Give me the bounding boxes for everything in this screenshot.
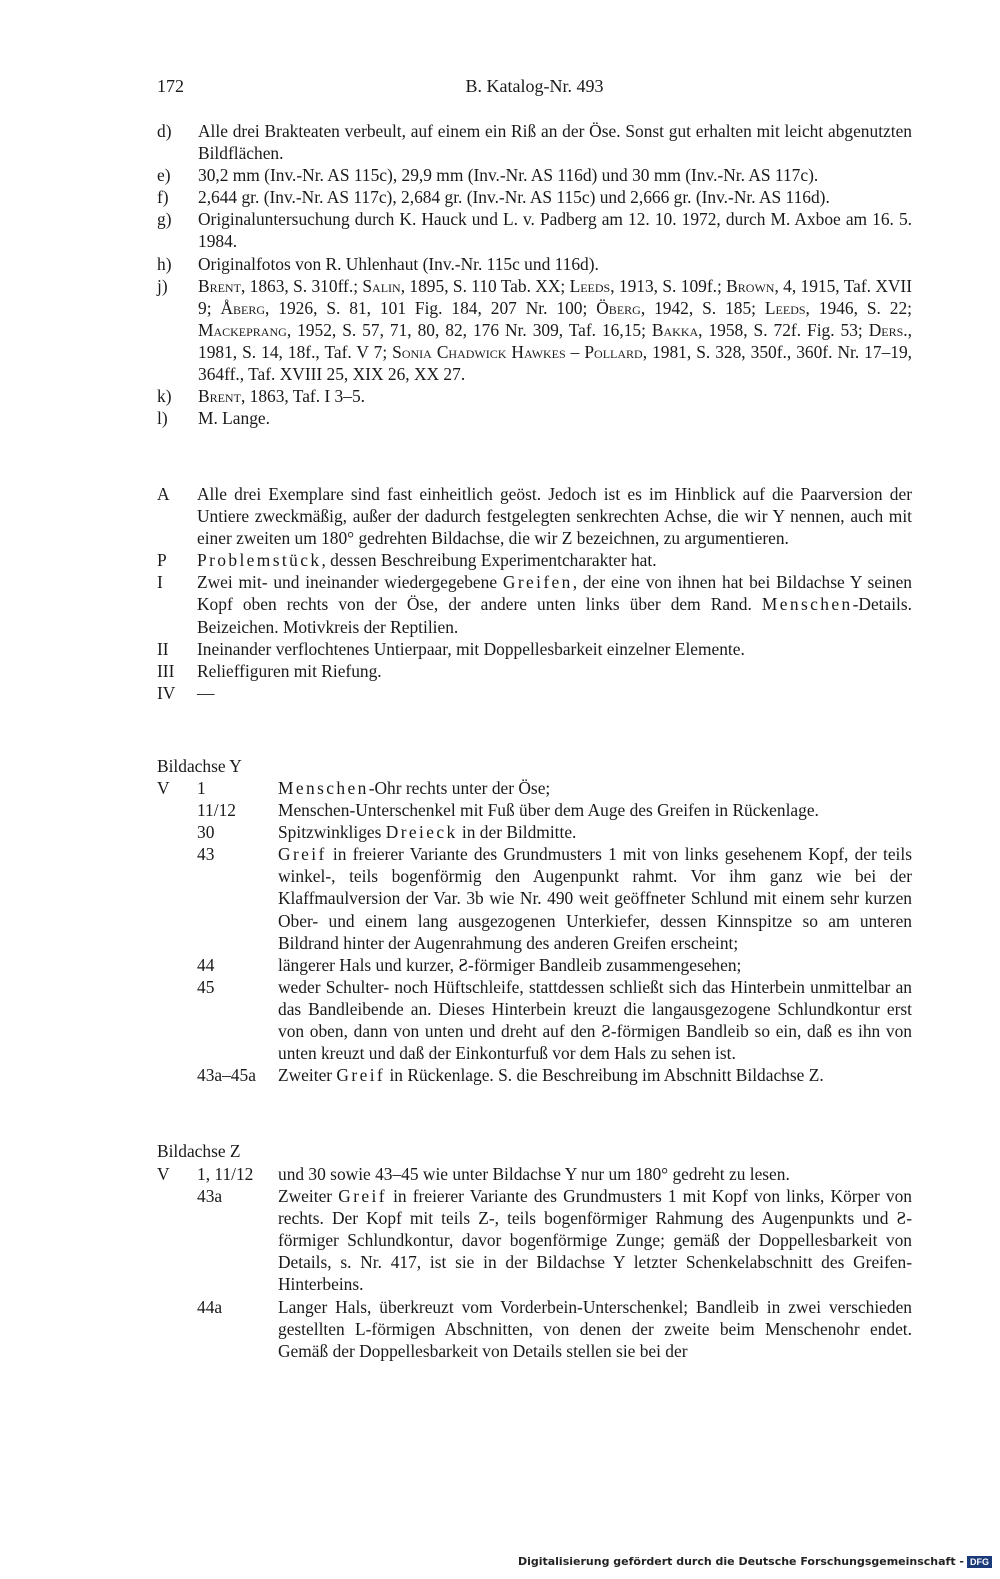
author: Brent [198,275,241,296]
motif-number: 1, 11/12 [197,1164,254,1184]
citation: , 1863, Taf. I 3–5. [240,386,365,407]
catalog-notes [157,120,912,429]
motif-number: 11/12 [197,800,236,821]
author: Brown [726,275,775,296]
section-text [197,571,912,637]
bildachse-y-heading: Bildachse Y [157,756,242,776]
motif-row [157,1163,912,1185]
digitization-footer [518,1555,992,1568]
motif-row [157,821,912,843]
author: Brent [198,386,241,407]
item-text: 30,2 mm (Inv.-Nr. AS 115c), 29,9 mm (Inv.-Nr. AS 116d) und 30 mm (Inv.-Nr. AS 117c). [198,165,819,186]
motif-row [157,777,912,799]
dfg-logo: DFG [967,1556,992,1568]
author: Åberg [220,297,266,318]
text-run: -Details. Beizeichen. Motivkreis der Reptilien. [197,594,912,637]
motif-number: 43 [197,844,215,865]
text-run: Zweiter [278,1065,337,1086]
section-label: I [157,572,163,593]
motif-number: 30 [197,822,215,843]
list-item [157,253,912,275]
text-run: -Ohr rechts unter der Öse; [368,778,551,798]
v-label-spacer [157,954,197,976]
bildachse-z-section [157,1163,912,1362]
list-item [157,208,912,252]
item-label: j) [157,275,168,296]
section-text: –– [197,682,215,703]
motif-text [278,821,912,843]
item-text: Alle drei Brakteaten verbeult, auf einem ein Riß an der Öse. Sonst gut erhalten mit leicht abgenutzten Bildflächen. [198,121,912,164]
section-row-iii [157,660,912,682]
section-text: Ineinander verflochtenes Untierpaar, mit Doppellesbarkeit einzelner Elemente. [197,638,745,659]
v-label: V [157,1164,170,1184]
text-run: in Rückenlage. S. die Beschreibung im Abschnitt Bildachse Z. [385,1065,824,1086]
citation: , 1942, S. 185; [640,297,765,318]
section-row-i [157,571,912,637]
citation: , 1913, S. 109f.; [610,275,727,296]
spaced-term: Greif [336,1065,386,1086]
section-row-iv [157,682,912,704]
motif-text [278,777,912,799]
v-label-spacer [157,843,197,953]
list-item [157,407,912,429]
section-label: P [157,550,167,571]
bildachse-y-section [157,777,912,1086]
section-label: A [157,484,170,504]
text-run: in der Bildmitte. [457,822,577,843]
motif-number: 1 [197,778,206,798]
spaced-term: Dreieck [385,822,458,843]
section-row-a [157,483,912,549]
author: Öberg [596,297,641,318]
spaced-term: Greifen [502,572,573,593]
classification-section [157,483,912,704]
motif-text [278,1185,912,1295]
motif-text [278,1064,912,1086]
item-text: 2,644 gr. (Inv.-Nr. AS 117c), 2,684 gr. (Inv.-Nr. AS 115c) und 2,666 gr. (Inv.-Nr. AS 116d). [198,187,830,208]
author: Salin [362,275,401,296]
list-item [157,186,912,208]
motif-row [157,799,912,821]
motif-row [157,1185,912,1295]
citation: , 1952, S. 57, 71, 80, 82, 176 Nr. 309, Taf. 16,15; [286,319,652,340]
item-label: h) [157,253,172,274]
motif-text: und 30 sowie 43–45 wie unter Bildachse Y nur um 180° gedreht zu lesen. [278,1164,790,1184]
bildachse-z-heading: Bildachse Z [157,1141,241,1161]
item-text: Originalfotos von R. Uhlenhaut (Inv.-Nr. 115c und 116d). [198,253,599,274]
list-item [157,385,912,407]
citation: , 1946, S. 22; [805,297,913,318]
author: Bakka [651,319,699,340]
motif-text: Menschen-Unterschenkel mit Fuß über dem Auge des Greifen in Rückenlage. [278,800,819,821]
list-item [157,120,912,164]
item-label: k) [157,386,172,407]
spaced-term: Greif [278,844,327,865]
item-label: d) [157,121,172,141]
text-run: in freierer Variante des Grundmusters 1 mit von links gesehenem Kopf, der teils winkel-, teils bogenförmig den Augenpunkt rahmt. Vor ihm ganz wie bei der Klaffmaulversion der Var. 3b wie Nr. 490 weit geöffneter Schlund mit einem sehr kurzen Ober- und einem lang ausgezogenen Unterkiefer, dessen Kinnspitze so am unteren Bildrand hinter der Augenrahmung des anderen Greifen erscheint; [278,844,912,953]
page-header [157,76,912,100]
spaced-term: Menschen [278,778,369,798]
citation: , 1981, S. 14, 18f., Taf. V 7; [198,319,912,362]
page-number: 172 [157,76,184,96]
item-text [198,385,912,407]
citation: , 1926, S. 81, 101 Fig. 184, 207 Nr. 100; [265,297,597,318]
v-label-spacer [157,976,197,1064]
citation: , 1895, S. 110 Tab. XX; [400,275,570,296]
motif-row [157,976,912,1064]
motif-text: weder Schulter- noch Hüftschleife, stattdessen schließt sich das Hinterbein unmittelbar an das Bandleibende an. Dieses Hinterbein kreuzt die langausgezogene Schlundkontur erst von oben, dann von unten und dreht auf den Ƨ-förmigen Bandleib so ein, daß es ihn von unten kreuzt und daß der Einkonturfuß vor dem Hals zu sehen ist. [278,976,912,1064]
motif-row [157,1064,912,1086]
v-label-spacer [157,821,197,843]
motif-row [157,843,912,953]
list-item [157,164,912,186]
text-run: , dessen Beschreibung Experimentcharakter hat. [321,550,657,571]
author: Sonia Chadwick Hawkes – Pollard [392,341,643,362]
text-run: Zweiter [278,1186,339,1207]
v-label-spacer [157,799,197,821]
running-title: B. Katalog-Nr. 493 [465,76,604,96]
motif-number: 43a [197,1186,223,1207]
section-row-p [157,549,912,571]
spaced-term: Greif [338,1186,387,1207]
section-text: Relieffiguren mit Riefung. [197,660,382,681]
citation: , 1981, S. 328, 350f., 360f. Nr. 17–19, 364ff., Taf. XVIII 25, XIX 26, XX 27. [198,341,912,385]
bibliography-text [198,275,912,385]
motif-number: 44a [197,1296,223,1317]
citation: , 1863, S. 310ff.; [240,275,363,296]
motif-text [278,843,912,953]
item-text: Originaluntersuchung durch K. Hauck und L. v. Padberg am 12. 10. 1972, durch M. Axboe am 16. 5. 1984. [198,209,912,252]
section-label: III [157,660,175,681]
author: Leeds [764,297,806,318]
motif-text: Langer Hals, überkreuzt vom Vorderbein-Unterschenkel; Bandleib in zwei verschieden gestellten L-förmigen Abschnitten, von denen der zweite beim Menschenohr endet. Gemäß der Doppellesbarkeit von Details stellen sie bei der [278,1296,912,1361]
v-label: V [157,778,170,798]
text-run: Zwei mit- und ineinander wiedergegebene [197,572,503,593]
item-label: g) [157,209,172,230]
motif-text: längerer Hals und kurzer, Ƨ-förmiger Bandleib zusammengesehen; [278,954,742,975]
text-run: in freierer Variante des Grundmusters 1 mit Kopf von links, Körper von rechts. Der Kopf mit teils Z-, teils bogenförmiger Rahmung des Augenpunkts und Ƨ-förmiger Schlundkontur, davor bogenförmige Zunge; gemäß der Doppellesbarkeit von Details, s. Nr. 417, ist sie in der Bildachse Y letzter Schenkelabschnitt des Greifen-Hinterbeins. [278,1186,912,1295]
footer-text: Digitalisierung gefördert durch die Deutsche Forschungsgemeinschaft - [517,1555,964,1568]
v-label-spacer [157,1296,197,1362]
bibliography-item [157,275,912,385]
text-run: , der eine von ihnen hat bei Bildachse Y seinen Kopf oben rechts von der Öse, der andere unten links über dem Rand. [197,572,912,615]
motif-row [157,954,912,976]
text-run: Spitzwinkliges [278,822,386,843]
spaced-term: Menschen [761,594,853,615]
citation: , 4, 1915, Taf. XVII 9; [198,275,913,318]
motif-number: 44 [197,954,215,975]
section-label: II [157,638,169,659]
v-label-spacer [157,1185,197,1295]
author: Leeds [569,275,611,296]
section-text [197,549,912,571]
item-label: f) [157,187,169,208]
citation: , 1958, S. 72f. Fig. 53; [698,319,869,340]
section-row-ii [157,638,912,660]
author: Ders. [868,319,908,340]
section-text: Alle drei Exemplare sind fast einheitlich geöst. Jedoch ist es im Hinblick auf die Paarversion der Untiere zweckmäßig, außer der dadurch festgelegten senkrechten Achse, die wir Y nennen, auch mit einer zweiten um 180° gedrehten Bildachse, die wir Z bezeichnen, zu argumentieren. [197,484,912,549]
motif-row [157,1296,912,1362]
section-label: IV [157,682,176,703]
motif-number: 43a–45a [197,1065,256,1086]
item-text: M. Lange. [198,408,270,429]
item-label: e) [157,165,171,186]
author: Mackeprang [198,319,287,340]
v-label-spacer [157,1064,197,1086]
item-label: l) [157,408,168,429]
motif-number: 45 [197,976,215,997]
spaced-term: Problemstück [197,550,322,571]
